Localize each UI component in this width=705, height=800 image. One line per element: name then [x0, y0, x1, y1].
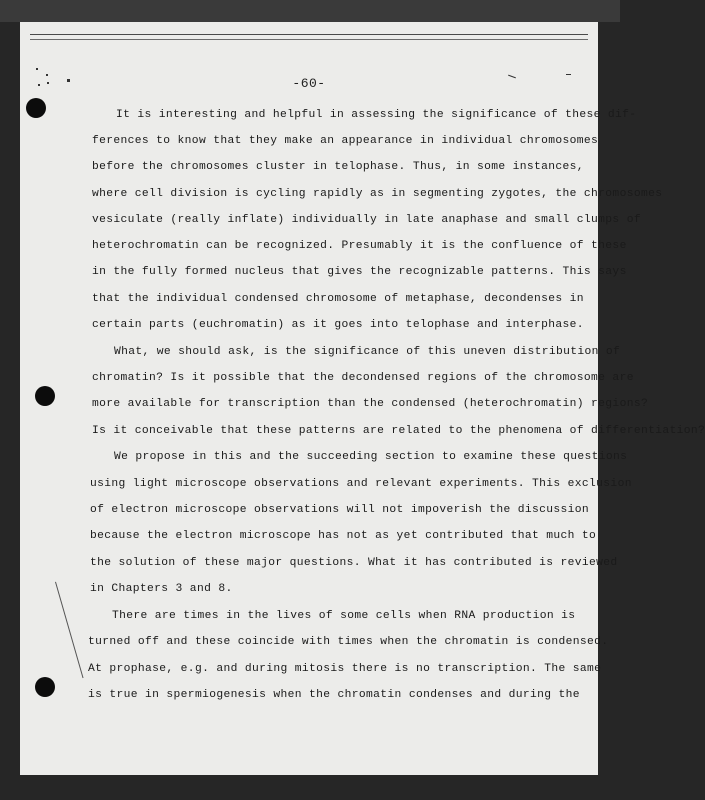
text-line: is true in spermiogenesis when the chromatin condenses and during the — [88, 689, 580, 701]
punch-hole-top — [26, 98, 46, 118]
header-rule — [30, 34, 588, 35]
text-line: before the chromosomes cluster in telophase. Thus, in some instances, — [92, 161, 584, 173]
text-line: that the individual condensed chromosome of metaphase, decondenses in — [92, 293, 584, 305]
text-line: heterochromatin can be recognized. Presumably it is the confluence of these — [92, 240, 627, 252]
text-line: of electron microscope observations will not impoverish the discussion — [90, 504, 590, 516]
document-page — [20, 22, 705, 775]
text-line: ferences to know that they make an appearance in individual chromosomes — [92, 135, 599, 147]
text-line: vesiculate (really inflate) individually in late anaphase and small clumps of — [92, 214, 641, 226]
text-line: more available for transcription than the condensed (heterochromatin) regions? — [92, 398, 649, 410]
text-line: At prophase, e.g. and during mitosis there is no transcription. The same — [88, 663, 602, 675]
text-line: where cell division is cycling rapidly as in segmenting zygotes, the chromosomes — [92, 188, 663, 200]
punch-hole-bottom — [35, 677, 55, 697]
text-line: turned off and these coincide with times when the chromatin is condensed. — [88, 636, 609, 648]
text-line: in Chapters 3 and 8. — [90, 583, 233, 595]
scan-speck — [36, 68, 38, 70]
text-line: using light microscope observations and relevant experiments. This exclusion — [90, 478, 632, 490]
scanner-frame — [0, 0, 620, 22]
page-number: -60- — [292, 76, 326, 91]
scan-mark-line — [55, 582, 84, 678]
text-line: What, we should ask, is the significance of this uneven distribution of — [114, 346, 621, 358]
text-line: the solution of these major questions. What it has contributed is reviewed — [90, 557, 618, 569]
text-line: We propose in this and the succeeding section to examine these questions — [114, 451, 628, 463]
text-line: certain parts (euchromatin) as it goes into telophase and interphase. — [92, 319, 584, 331]
text-line: Is it conceivable that these patterns are related to the phenomena of differentiation? — [92, 425, 705, 437]
text-line: in the fully formed nucleus that gives the recognizable patterns. This says — [92, 266, 627, 278]
text-line: because the electron microscope has not as yet contributed that much to — [90, 530, 597, 542]
text-line: It is interesting and helpful in assessing the significance of these dif- — [116, 109, 637, 121]
scan-speck — [566, 74, 571, 75]
text-line: chromatin? Is it possible that the decondensed regions of the chromosome are — [92, 372, 634, 384]
header-rule-secondary — [30, 39, 588, 40]
punch-hole-middle — [35, 386, 55, 406]
text-line: There are times in the lives of some cells when RNA production is — [112, 610, 576, 622]
